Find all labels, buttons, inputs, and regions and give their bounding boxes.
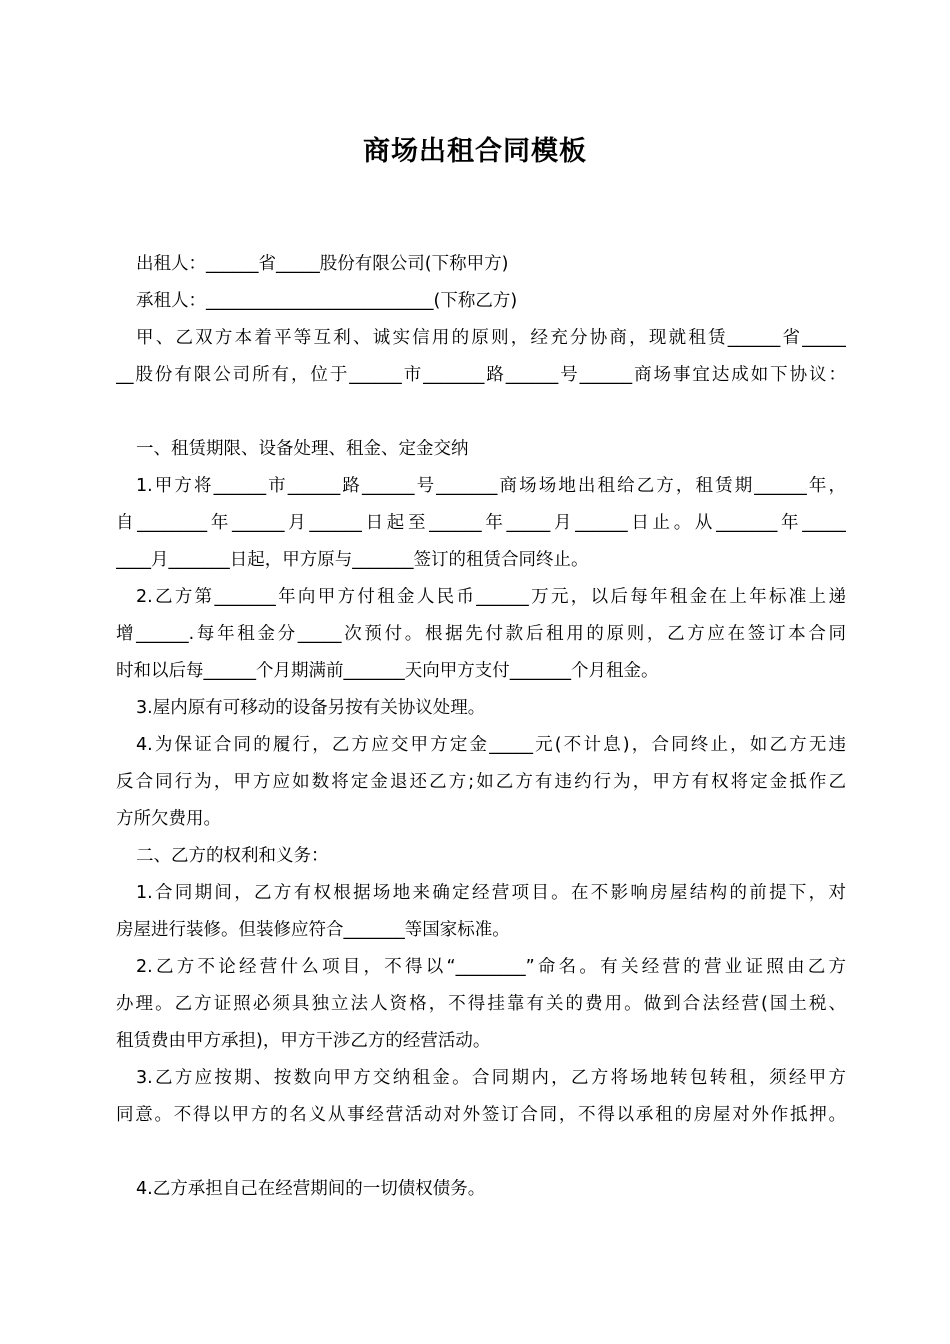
paragraph-line-intro-2: __股份有限公司所有，位于______市_______路______号______商场事宜达成如下协议： [116, 365, 846, 385]
paragraph-line-lessor: 出租人：______省_____股份有限公司(下称甲方) [136, 254, 509, 274]
paragraph-line-lessee: 承租人：__________________________(下称乙方) [136, 291, 518, 311]
paragraph-gap [116, 1134, 846, 1171]
document-title: 商场出租合同模板 [363, 136, 587, 167]
paragraph-line-2-2a: 2.乙方不论经营什么项目，不得以“________”命名。有关经营的营业证照由乙方 [136, 957, 846, 977]
paragraph-gap [116, 394, 846, 431]
section-heading-1: 一、租赁期限、设备处理、租金、定金交纳 [136, 439, 469, 459]
paragraph-line-1-2a: 2.乙方第_______年向甲方付租金人民币______万元，以后每年租金在上年标准上递 [136, 587, 846, 607]
paragraph-line-1-4a: 4.为保证合同的履行，乙方应交甲方定金_____元(不计息)，合同终止，如乙方无违 [136, 735, 846, 755]
section-heading-2: 二、乙方的权利和义务： [136, 846, 329, 866]
paragraph-line-2-1a: 1.合同期间，乙方有权根据场地来确定经营项目。在不影响房屋结构的前提下，对 [136, 883, 846, 903]
paragraph-line-1-4c: 方所欠费用。 [116, 809, 221, 829]
paragraph-line-2-2c: 租赁费由甲方承担)，甲方干涉乙方的经营活动。 [116, 1031, 491, 1051]
paragraph-line-1-4b: 反合同行为，甲方应如数将定金退还乙方;如乙方有违约行为，甲方有权将定金抵作乙 [116, 772, 846, 792]
document-body [116, 246, 846, 1208]
paragraph-line-intro-1: 甲、乙双方本着平等互利、诚实信用的原则，经充分协商，现就租赁______省_____ [136, 328, 846, 348]
paragraph-line-1-2c: 时和以后每______个月期满前_______天向甲方支付_______个月租金。 [116, 661, 659, 681]
paragraph-line-2-3b: 同意。不得以甲方的名义从事经营活动对外签订合同，不得以承租的房屋对外作抵押。 [116, 1105, 846, 1125]
paragraph-line-1-2b: 增______.每年租金分_____次预付。根据先付款后租用的原则，乙方应在签订本合同 [116, 624, 846, 644]
paragraph-line-2-4: 4.乙方承担自己在经营期间的一切债权债务。 [136, 1179, 486, 1199]
paragraph-line-1-1b: 自________年______月______日起至______年_____月______日止。从_______年_____ [116, 513, 846, 533]
paragraph-line-1-3: 3.屋内原有可移动的设备另按有关协议处理。 [136, 698, 486, 718]
paragraph-line-1-1a: 1.甲方将______市______路______号_______商场场地出租给乙方，租赁期______年， [136, 476, 846, 496]
paragraph-line-2-1b: 房屋进行装修。但装修应符合_______等国家标准。 [116, 920, 510, 940]
paragraph-line-1-1c: ____月_______日起，甲方原与_______签订的租赁合同终止。 [116, 550, 589, 570]
paragraph-line-2-3a: 3.乙方应按期、按数向甲方交纳租金。合同期内，乙方将场地转包转租，须经甲方 [136, 1068, 846, 1088]
paragraph-line-2-2b: 办理。乙方证照必须具独立法人资格，不得挂靠有关的费用。做到合法经营(国土税、 [116, 994, 846, 1014]
